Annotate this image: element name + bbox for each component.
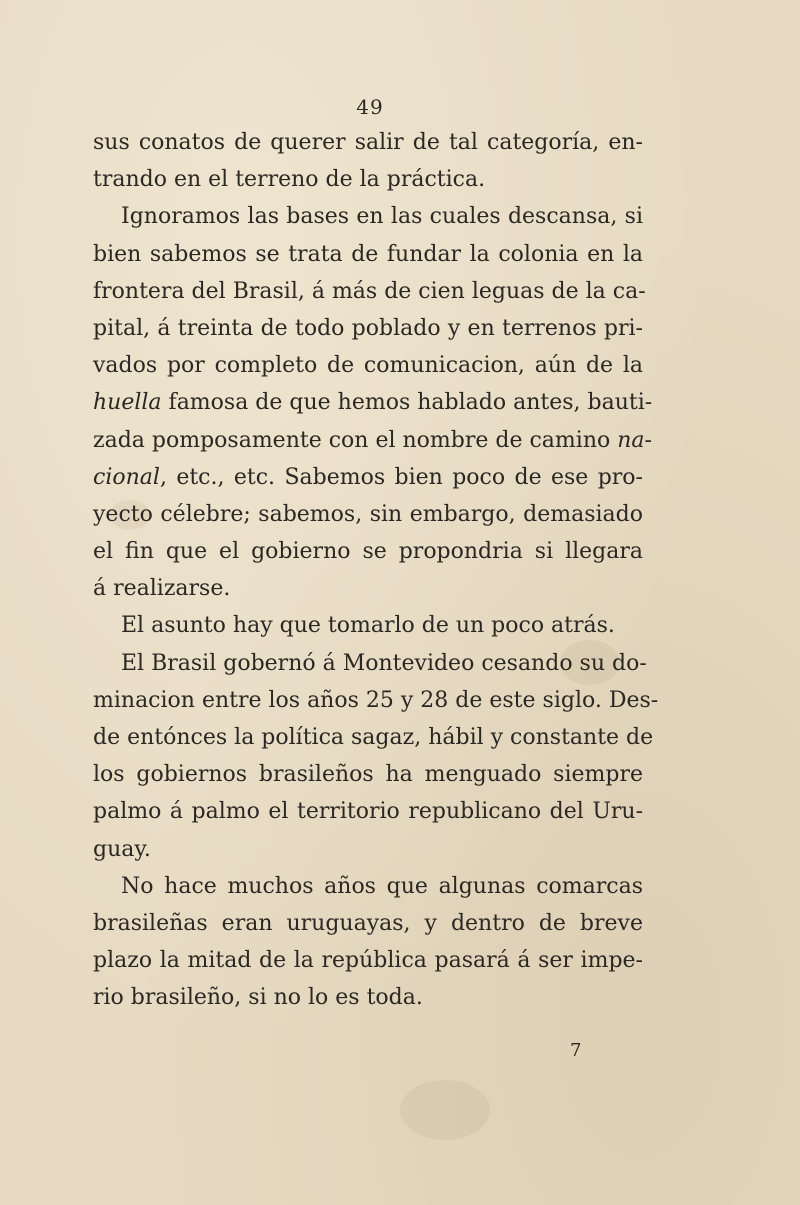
text-line: pital, á treinta de todo poblado y en terrenos pri-	[93, 315, 643, 341]
line-segment: , etc., etc. Sabemos bien poco de ese pro-	[159, 464, 643, 490]
text-line: sus conatos de querer salir de tal categoría, en-	[93, 130, 643, 155]
text-line: plazo la mitad de la república pasará á ser impe-	[93, 948, 643, 974]
text-line: brasileñas eran uruguayas, y dentro de breve	[93, 910, 643, 936]
text-line: trando en el terreno de la práctica.	[93, 167, 486, 193]
text-line: el fin que el gobierno se propondria si llegara	[93, 539, 643, 565]
paper-stain	[400, 1080, 490, 1140]
text-line: guay.	[93, 836, 151, 862]
text-line: bien sabemos se trata de fundar la colonia en la	[93, 241, 643, 267]
text-line: yecto célebre; sabemos, sin embargo, demasiado	[93, 501, 643, 527]
text-line	[93, 384, 653, 421]
text-line: frontera del Brasil, á más de cien leguas de la ca-	[93, 278, 646, 304]
signature-mark: 7	[570, 1040, 582, 1061]
text-line: los gobiernos brasileños ha menguado siempre	[93, 762, 643, 788]
text-line: El Brasil gobernó á Montevideo cesando su do-	[121, 650, 647, 676]
text-line: El asunto hay que tomarlo de un poco atrás.	[121, 613, 615, 639]
italic-word: na-	[617, 427, 652, 453]
text-line: palmo á palmo el territorio republicano del Uru-	[93, 799, 643, 825]
text-line: de entónces la política sagaz, hábil y constante de	[93, 725, 654, 750]
italic-word: huella	[93, 390, 162, 416]
text-line: No hace muchos años que algunas comarcas	[121, 873, 643, 899]
page-number: 49	[356, 95, 384, 119]
italic-word: cional	[93, 464, 160, 490]
text-line	[93, 459, 643, 496]
text-line: Ignoramos las bases en las cuales descansa, si	[121, 204, 643, 230]
line-segment: famosa de que hemos hablado antes, bauti-	[168, 390, 653, 416]
text-line: minacion entre los años 25 y 28 de este siglo. Des-	[93, 687, 659, 713]
body-text	[93, 124, 659, 1017]
text-line: vados por completo de comunicacion, aún de la	[93, 353, 643, 379]
text-line	[93, 422, 652, 459]
line-segment: zada pomposamente con el nombre de camino	[93, 427, 611, 453]
text-line: á realizarse.	[93, 576, 231, 602]
text-line: rio brasileño, si no lo es toda.	[93, 985, 423, 1011]
